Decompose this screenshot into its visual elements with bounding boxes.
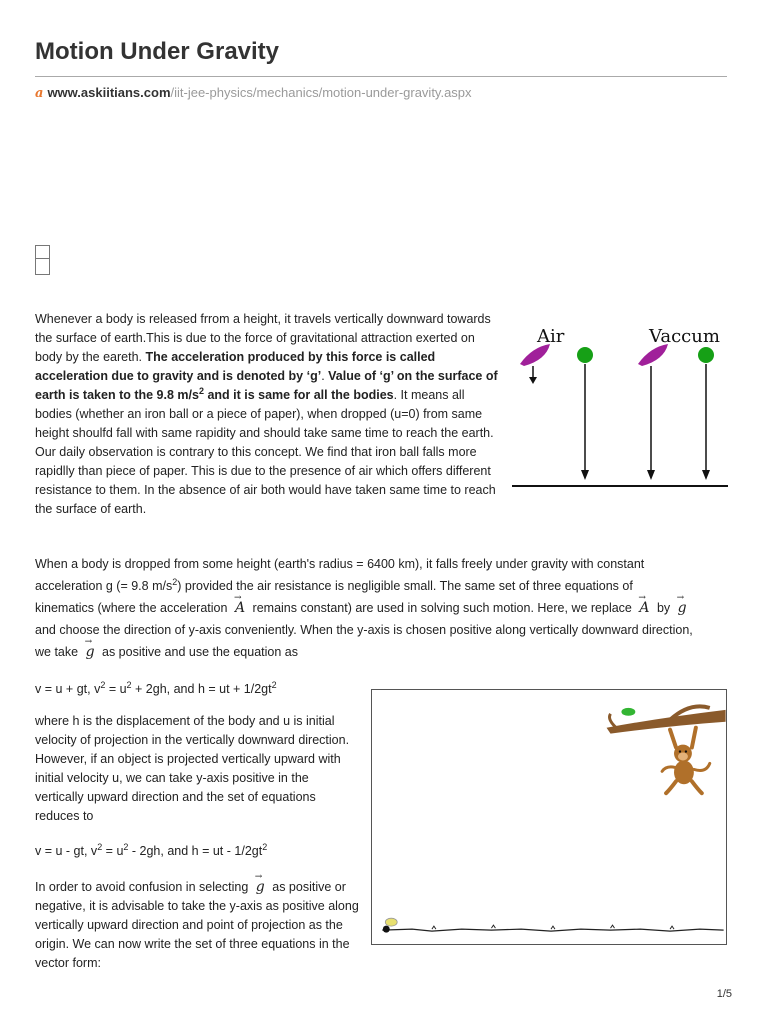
- vector-a-symbol: → A: [231, 597, 249, 619]
- arrowhead-ball-air-icon: [581, 470, 589, 480]
- para4-text-1: In order to avoid confusion in selecting: [35, 880, 252, 894]
- arrowhead-feather-vacuum-icon: [647, 470, 655, 480]
- eq2-part-c: - 2gh, and h = ut - 1/2gt: [128, 844, 263, 858]
- vector-g-symbol: → g: [674, 597, 691, 619]
- eq1-sup-2: 2: [126, 679, 132, 690]
- air-vacuum-figure: [510, 322, 730, 494]
- free-fall-paragraph: [35, 553, 695, 663]
- eq2-sup-1: 2: [97, 841, 103, 852]
- askiitians-logo-icon: a: [35, 86, 44, 101]
- para2-sup: 2: [172, 576, 178, 587]
- para1-text-1: Whenever a body is released frrom a height, it travels vertically downward towards the surface of earth.This is due to the force of gravitational attraction exerted on body by the eareth.: [35, 312, 491, 364]
- intro-paragraph: [35, 310, 500, 519]
- monkey-icon: [662, 728, 710, 793]
- leaf-icon: [621, 708, 635, 716]
- displacement-paragraph: where h is the displacement of the body and u is initial velocity of projection in the vertically downward direction. However, if an object is projected vertically upward with initial velocity u, we can take y-axis positive in the vertically upward direction and the set of equations reduces to: [35, 714, 350, 823]
- eq1-sup-1: 2: [100, 679, 106, 690]
- para2-text-6: as positive and use the equation as: [98, 645, 298, 659]
- eq2-sup-2: 2: [123, 841, 129, 852]
- eq1-part-c: + 2gh, and h = ut + 1/2gt: [131, 682, 272, 696]
- feather-vacuum-icon: [638, 344, 668, 366]
- eq2-part-a: v = u - gt, v: [35, 844, 98, 858]
- ball-air-icon: [577, 347, 593, 363]
- para2-text-3: remains constant) are used in solving such motion. Here, we replace: [249, 601, 636, 615]
- vector-g-symbol-2: → g: [82, 641, 99, 663]
- label-vacuum: Vaccum: [649, 326, 720, 347]
- para1-bold-3-text: and it is same for all the bodies: [203, 388, 394, 402]
- grass-tufts: [432, 925, 674, 929]
- broken-image-icon: [35, 245, 50, 275]
- para2-text-5: and choose the direction of y-axis conveniently. When the y-axis is chosen positive along vertically downward direction, we take: [35, 623, 693, 659]
- page-title: Motion Under Gravity: [35, 38, 280, 65]
- monkey-hunter-figure: [371, 689, 727, 945]
- source-link[interactable]: [47, 85, 471, 100]
- para1-text-3: . It means all bodies (whether an iron ball or a piece of paper), when dropped (u=0) from same height shoulfd fall with same rapidity and should take same time to reach the earth. Our daily observation is contrary to this concept. We find that iron ball falls more rapidlly than piece of paper. This is due to the presence of air which offers different resistance to them. In the absence of air both would have taken same time to reach the surface of earth.: [35, 388, 496, 516]
- eq1-part-a: v = u + gt, v: [35, 682, 101, 696]
- vector-g-symbol-3: → g: [252, 878, 269, 897]
- para1-text-2: .: [321, 369, 329, 383]
- para4-text-2: as positive or negative, it is advisable to take the y-axis as positive along vertically upward direction and point of projection as the origin. We can now write the set of three equations in the vector form:: [35, 880, 359, 970]
- para1-bold-2-text: Value of ‘g’ on the surface of earth is taken to the 9.8 m/s: [35, 369, 498, 402]
- smoke-puff-icon: [385, 918, 397, 926]
- eq2-sup-3: 2: [262, 841, 268, 852]
- vector-a-symbol-2: → A: [635, 597, 653, 619]
- para1-bold-1: The acceleration produced by this force is called acceleration due to gravity and is denoted by ‘g’: [35, 350, 436, 383]
- para2-text-2: ) provided the air resistance is negligible small. The same set of three equations of kinematics (where the acceleration: [35, 579, 633, 615]
- projectile-ball-icon: [383, 926, 390, 933]
- eq1-sup-3: 2: [271, 679, 277, 690]
- ball-vacuum-icon: [698, 347, 714, 363]
- title-divider: [35, 76, 727, 77]
- feather-air-icon: [520, 344, 550, 366]
- eq1-part-b: = u: [105, 682, 127, 696]
- equations-downward: [35, 680, 365, 699]
- vector-form-paragraph: [35, 878, 360, 973]
- ground-grass: [382, 929, 723, 931]
- label-air: Air: [537, 326, 565, 347]
- para2-text-4: by: [653, 601, 674, 615]
- source-path: /iit-jee-physics/mechanics/motion-under-gravity.aspx: [170, 85, 472, 100]
- source-line: [35, 85, 472, 101]
- para2-text-1: When a body is dropped from some height (earth's radius = 6400 km), it falls freely under gravity with constant acceleration g (= 9.8 m/s: [35, 557, 645, 593]
- arrowhead-ball-vacuum-icon: [702, 470, 710, 480]
- eq2-part-b: = u: [102, 844, 124, 858]
- equations-upward: [35, 842, 365, 861]
- arrowhead-feather-air-icon: [529, 377, 537, 384]
- source-domain: www.askiitians.com: [47, 85, 171, 100]
- para1-sup: 2: [198, 385, 204, 396]
- page-number: 1/5: [716, 988, 732, 1000]
